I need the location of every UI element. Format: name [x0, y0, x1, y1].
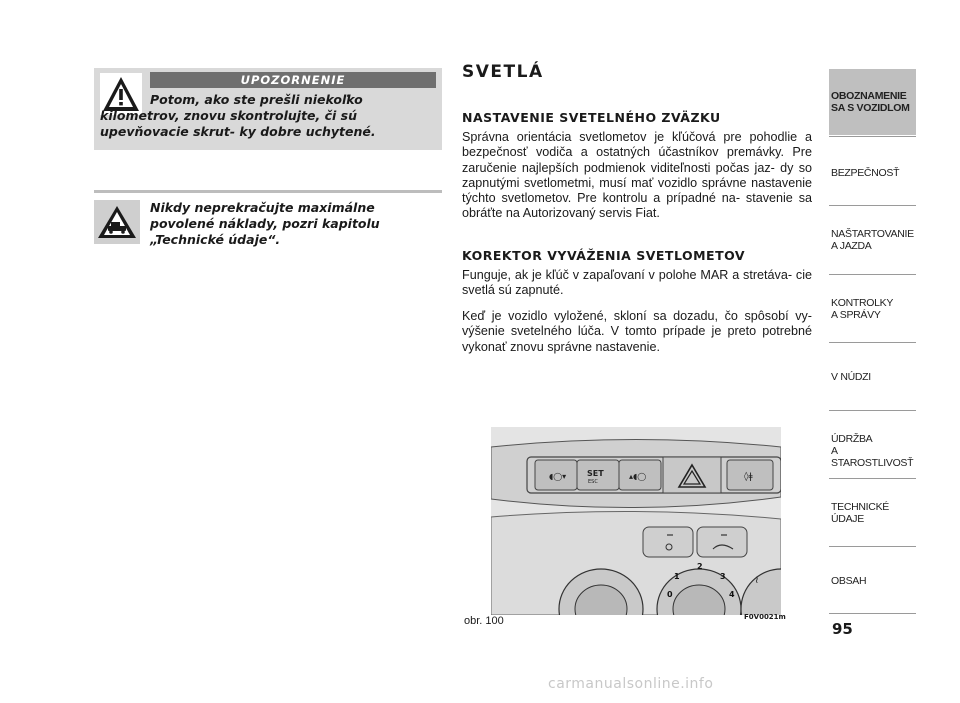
svg-text:◖◯▾: ◖◯▾	[549, 472, 567, 481]
svg-text:▴◖◯: ▴◖◯	[629, 472, 647, 481]
sidebar-item-safety[interactable]	[829, 136, 916, 205]
svg-text:◊ǂ: ◊ǂ	[744, 472, 753, 482]
section-heading-headlight-alignment: NASTAVENIE SVETELNÉHO ZVÄZKU	[462, 110, 721, 125]
sidebar-item-contents[interactable]	[829, 546, 916, 614]
sidebar-item-label: SA S VOZIDLOM	[831, 102, 910, 114]
sidebar-item-label: ÚDAJE	[831, 513, 864, 525]
page-title: SVETLÁ	[462, 62, 544, 82]
sidebar-item-label: V NÚDZI	[831, 371, 871, 383]
divider	[94, 190, 442, 193]
figure-code: F0V0021m	[744, 613, 786, 621]
warning-text: Potom, ako ste prešli niekoľko kilometrov, znovu skontrolujte, či sú upevňovacie skrut- ky dobre uchytené.	[100, 92, 376, 139]
sidebar-item-label: NAŠTARTOVANIE	[831, 228, 914, 240]
sidebar-item-warning-lights[interactable]	[829, 274, 916, 342]
vehicle-load-warning-icon	[94, 200, 140, 244]
load-warning-text: Nikdy neprekračujte maximálne povolené náklady, pozri kapitolu „Technické údaje“.	[150, 200, 380, 247]
sidebar-item-label: BEZPEČNOSŤ	[831, 167, 900, 179]
sidebar-item-getting-to-know[interactable]	[829, 69, 916, 135]
paragraph-headlight-alignment: Správna orientácia svetlometov je kľúčová pre pohodlie a bezpečnosť vodiča a ostatných účastníkov premávky. Pre zaručenie najlepších podmienok viditeľnosti počas jaz- dy so zapnutými svetlometmi, musí mať vozidlo správne nastavenie týchto svetlometov. Pre kontrolu a prípadné na- stavenie sa obráťte na Autorizovaný servis Fiat.	[462, 130, 812, 221]
sidebar-item-label: KONTROLKY	[831, 297, 894, 309]
sidebar-item-starting-driving[interactable]	[829, 205, 916, 274]
dial-number: 1	[674, 572, 680, 581]
sidebar-item-label: OBOZNAMENIE	[831, 90, 907, 102]
figure-caption: obr. 100	[464, 615, 504, 627]
sidebar-item-label: TECHNICKÉ	[831, 501, 889, 513]
dial-number: 3	[720, 572, 726, 581]
sidebar-item-emergency[interactable]	[829, 342, 916, 410]
paragraph-leveling-condition: Funguje, ak je kľúč v zapaľovaní v polohe MAR a stretáva- cie svetlá sú zapnuté.	[462, 268, 812, 298]
section-heading-headlight-leveling: KOREKTOR VYVÁŽENIA SVETLOMETOV	[462, 248, 746, 263]
set-label: SET	[587, 469, 604, 478]
page-number: 95	[832, 620, 853, 638]
dashboard-illustration	[491, 427, 781, 615]
paragraph-leveling-instructions: Keď je vozidlo vyložené, skloní sa dozadu, čo spôsobí vy- výšenie svetelného lúča. V tomto prípade je preto potrebné vykonať znovu správne nastavenie.	[462, 309, 812, 354]
dial-number: 0	[667, 590, 673, 599]
svg-text:≀: ≀	[755, 575, 759, 586]
sidebar-item-maintenance[interactable]	[829, 410, 916, 478]
warning-banner: UPOZORNENIE	[150, 72, 436, 88]
dial-number: 2	[697, 562, 703, 571]
warning-box	[94, 68, 442, 150]
sidebar-item-label: A STAROSTLIVOSŤ	[831, 445, 914, 469]
sidebar-item-technical-data[interactable]	[829, 478, 916, 546]
sidebar-item-label: A JAZDA	[831, 240, 872, 252]
dial-number: 4	[729, 590, 735, 599]
dashboard-figure	[491, 427, 781, 615]
sidebar-item-label: OBSAH	[831, 575, 867, 587]
sidebar-item-label: ÚDRŽBA	[831, 433, 873, 445]
esc-label: ESC	[588, 479, 598, 485]
sidebar-item-label: A SPRÁVY	[831, 309, 881, 321]
watermark: carmanualsonline.info	[548, 676, 714, 692]
